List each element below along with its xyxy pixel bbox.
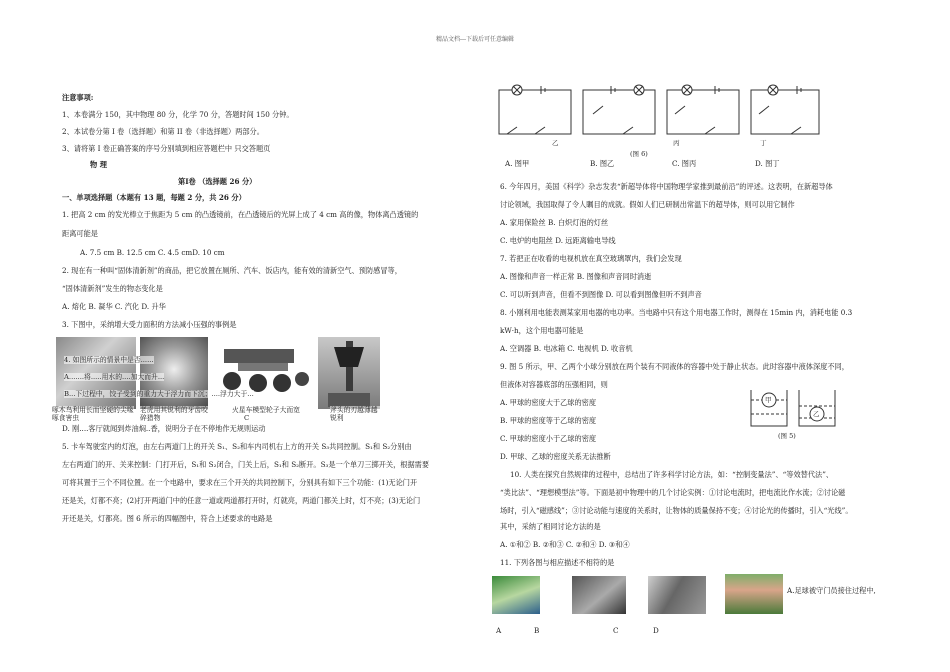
q8-line2: kW·h，这个用电器可能是 [500, 326, 584, 335]
circuit-sub-yi: 乙 [552, 139, 559, 147]
section-title: 一、单项选择题（本题有 13 题，每题 2 分，共 26 分） [62, 193, 246, 202]
q7-stem: 7. 若把正在收看的电视机放在真空玻璃罩内，我们会发现 [500, 254, 682, 263]
q1-line2: 距离可能是 [62, 229, 98, 238]
q10-line4: 其中，采纳了相同讨论方法的是 [500, 522, 601, 531]
circuit-label-b: B. 图乙 [590, 159, 615, 168]
q5-line2: 左右两道门的开、关来控制：门打开后，S₁和 S₂闭合，门关上后，S₁和 S₂断开。S₃是一个单刀三掷开关，根据需要 [62, 460, 430, 469]
q2-line1: 2. 现在有一种叫“固体清新剂”的商品，把它放置在厕所、汽车、饭店内，能有效的清新空气、预防感冒等， [62, 266, 402, 275]
q5-line5: 开还是关，灯都亮。图 6 所示的四幅图中，符合上述要求的电路是 [62, 514, 273, 523]
q6-line2: 讨论领域，我国取得了令人瞩目的成就。假如人们已研制出常温下的超导体，则可以用它制作 [500, 200, 795, 209]
q5-line3: 可将其置于三个不同位置。在一个电路中，要求在三个开关的共同控制下，分别具有如下三个功能：(1)无论门开 [62, 478, 418, 487]
q11-label-d: D [653, 626, 659, 635]
q4-fragment-2: A.......将.....用水的....加大而升... [64, 373, 165, 381]
fig5-label-jia: 甲 [765, 396, 772, 404]
fig5-caption: (图 5) [778, 432, 796, 440]
header-watermark: 精品文档---下载后可任意编辑 [435, 36, 515, 43]
q11-stem: 11. 下列各图与相应描述不相符的是 [500, 558, 615, 567]
notice-1: 1、本卷满分 150，其中物理 80 分，化学 70 分，答题时间 150 分钟。 [62, 110, 294, 119]
q7-options-1: A. 图像和声音一样正常 B. 图像和声音同时消逝 [500, 272, 652, 281]
q5-line1: 5. 卡车驾驶室内的灯泡，由左右两道门上的开关 S₁、S₂和车内司机右上方的开关 S₃共同控制。S₁和 S₂分别由 [62, 442, 412, 451]
part-title: 第Ⅰ卷 （选择题 26 分） [178, 177, 257, 186]
q9-option-b: B. 甲球的密度等于乙球的密度 [500, 416, 597, 425]
q9-option-a: A. 甲球的密度大于乙球的密度 [500, 398, 597, 407]
q3-caption-c-option: C [244, 414, 250, 422]
fig5-label-yi: 乙 [813, 410, 820, 418]
q3-image-axe [318, 337, 380, 409]
q10-options: A. ①和② B. ②和③ C. ②和④ D. ③和④ [500, 540, 630, 549]
q11-photo-b [572, 576, 626, 614]
q4-fragment-4: D. 刚....客厅就闻到炸油焖..香，说明分子在不停地作无规则运动 [62, 424, 266, 433]
figure-6-circuits [493, 84, 823, 170]
q3-caption-c: 火星车模型轮子大而宽 [232, 406, 300, 414]
q9-option-d: D. 甲球、乙球的密度关系无法推断 [500, 452, 611, 461]
notice-2: 2、本试卷分第 I 卷（选择题）和第 II 卷（非选择题）两部分。 [62, 127, 264, 136]
q11-photo-c [648, 576, 706, 614]
q3-caption-a: 啄木鸟利用长而坚硬的尖喙啄食害虫 [52, 406, 134, 422]
figure-6-caption: (图 6) [630, 150, 648, 158]
subject-title: 物 理 [90, 160, 107, 169]
notice-3: 3、请将第 I 卷正确答案的序号分别填到相应答题栏中 只交答题页 [62, 144, 271, 153]
q11-photo-goalkeeper [492, 576, 540, 614]
q3-caption-b: 老虎用其锐利的牙齿咬碎猎物 [140, 406, 210, 422]
q10-line1: 10. 人类在探究自然规律的过程中，总结出了许多科学讨论方法，如：“控制变量法”、“等效替代法”、 [510, 470, 834, 479]
q10-line3: 场时，引入“磁感线”；③讨论动能与速度的关系时，让物体的质量保持不变；④讨论光的传播时，引入“光线”。 [500, 506, 853, 515]
circuit-sub-ding: 丁 [760, 139, 767, 147]
q2-options: A. 熔化 B. 凝华 C. 汽化 D. 升华 [62, 302, 166, 311]
q5-line4: 还是关，灯都不亮；(2)打开两道门中的任意一道或两道都打开时，灯就亮，两道门都关上时，灯不亮；(3)无论门 [62, 496, 421, 505]
q9-line1: 9. 图 5 所示，甲、乙两个小球分别放在两个装有不同液体的容器中处于静止状态。此时容器中液体深度不同， [500, 362, 849, 371]
q4-fragment-1: 4. 如图所示的情景中是否...... [64, 356, 154, 364]
q11-description-a: A.足球被守门员接住过程中, [787, 586, 876, 595]
q11-label-a: A [496, 626, 502, 635]
q1-line1: 1. 把高 2 cm 的发光棒立于焦距为 5 cm 的凸透镜前，在凸透镜后的光屏上成了 4 cm 高的像，物体离凸透镜的 [62, 210, 419, 219]
q2-line2: “固体清新剂”发生的物态变化是 [62, 284, 163, 293]
q10-line2: “类比法”、“理想模型法”等。下面是初中物理中的几个讨论实例：①讨论电流时，把电流比作水流；②讨论磁 [500, 488, 846, 497]
circuit-label-a: A. 图甲 [505, 159, 530, 168]
q11-label-c: C [613, 626, 619, 635]
circuit-sub-bing: 丙 [673, 139, 680, 147]
notice-title: 注意事项: [62, 93, 94, 102]
q1-options: A. 7.5 cm B. 12.5 cm C. 4.5 cmD. 10 cm [80, 248, 225, 257]
q3-stem: 3. 下图中，采纳增大受力面积的方法减小压强的事例是 [62, 320, 237, 329]
q9-line2: 但液体对容器底部的压强相同，则 [500, 380, 608, 389]
q8-options: A. 空调器 B. 电冰箱 C. 电视机 D. 收音机 [500, 344, 633, 353]
figure-5-beakers [745, 386, 841, 438]
q3-caption-d: 斧头的刃越薄越锐利 [330, 406, 382, 422]
q9-option-c: C. 甲球的密度小于乙球的密度 [500, 434, 597, 443]
q6-options-2: C. 电炉的电阻丝 D. 远距离输电导线 [500, 236, 616, 245]
circuit-label-c: C. 图丙 [672, 159, 697, 168]
q11-photo-d [725, 574, 783, 614]
q4-fragment-3: B...下过程中，饺子受到的重力大于浮力而下沉；....浮力大于... [64, 390, 254, 398]
q11-label-b: B [534, 626, 540, 635]
q3-image-mars-rover [218, 345, 310, 395]
q7-options-2: C. 可以听到声音，但看不到图像 D. 可以看到图像但听不到声音 [500, 290, 702, 299]
q6-options-1: A. 家用保险丝 B. 白炽灯泡的灯丝 [500, 218, 609, 227]
circuit-label-d: D. 图丁 [755, 159, 780, 168]
q8-line1: 8. 小刚利用电能表测某家用电器的电功率。当电路中只有这个用电器工作时，测得在 15min 内，消耗电能 0.3 [500, 308, 853, 317]
q6-line1: 6. 今年四月，美国《科学》杂志发表“新超导体将中国物理学家推到最前沿”的评述。这表明，在新超导体 [500, 182, 833, 191]
